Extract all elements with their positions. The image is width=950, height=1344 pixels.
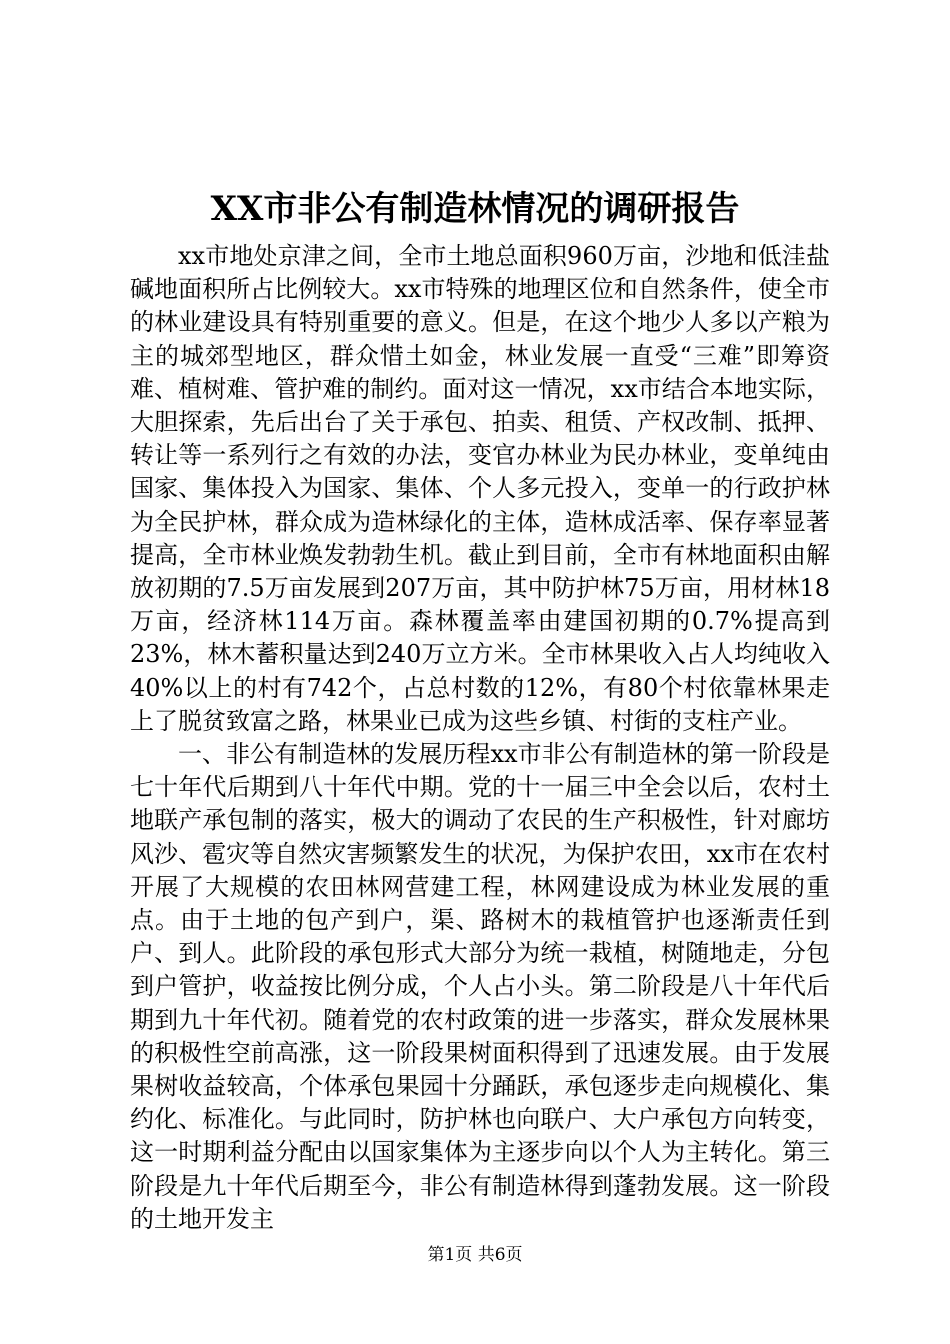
document-body: [130, 240, 830, 1236]
paragraph: xx市地处京津之间，全市土地总面积960万亩，沙地和低洼盐碱地面积所占比例较大。xx市特殊的地理区位和自然条件，使全市的林业建设具有特别重要的意义。但是，在这个地少人多以产粮为主的城郊型地区，群众惜土如金，林业发展一直受“三难”即筹资难、植树难、管护难的制约。面对这一情况，xx市结合本地实际，大胆探索，先后出台了关于承包、拍卖、租赁、产权改制、抵押、转让等一系列行之有效的办法，变官办林业为民办林业，变单纯由国家、集体投入为国家、集体、个人多元投入，变单一的行政护林为全民护林，群众成为造林绿化的主体，造林成活率、保存率显著提高，全市林业焕发勃勃生机。截止到目前，全市有林地面积由解放初期的7.5万亩发展到207万亩，其中防护林75万亩，用材林18万亩，经济林114万亩。森林覆盖率由建国初期的0.7%提高到23%，林木蓄积量达到240万立方米。全市林果收入占人均纯收入40%以上的村有742个，占总村数的12%，有80个村依靠林果走上了脱贫致富之路，林果业已成为这些乡镇、村街的支柱产业。: [130, 242, 830, 735]
document-title: XX市非公有制造林情况的调研报告: [210, 189, 740, 229]
paragraph: 一、非公有制造林的发展历程xx市非公有制造林的第一阶段是七十年代后期到八十年代中期。党的十一届三中全会以后，农村土地联产承包制的落实，极大的调动了农民的生产积极性，针对廊坊风沙、雹灾等自然灾害频繁发生的状况，为保护农田，xx市在农村开展了大规模的农田林网营建工程，林网建设成为林业发展的重点。由于土地的包产到户，渠、路树木的栽植管护也逐渐责任到户、到人。此阶段的承包形式大部分为统一栽植，树随地走，分包到户管护，收益按比例分成，个人占小头。第二阶段是八十年代后期到九十年代初。随着党的农村政策的进一步落实，群众发展林果的积极性空前高涨，这一阶段果树面积得到了迅速发展。由于发展果树收益较高，个体承包果园十分踊跃，承包逐步走向规模化、集约化、标准化。与此同时，防护林也向联户、大户承包方向转变，这一时期利益分配由以国家集体为主逐步向以个人为主转化。第三阶段是九十年代后期至今，非公有制造林得到蓬勃发展。这一阶段的土地开发主: [130, 740, 830, 1233]
page-footer: 第1页 共6页: [427, 1245, 523, 1265]
